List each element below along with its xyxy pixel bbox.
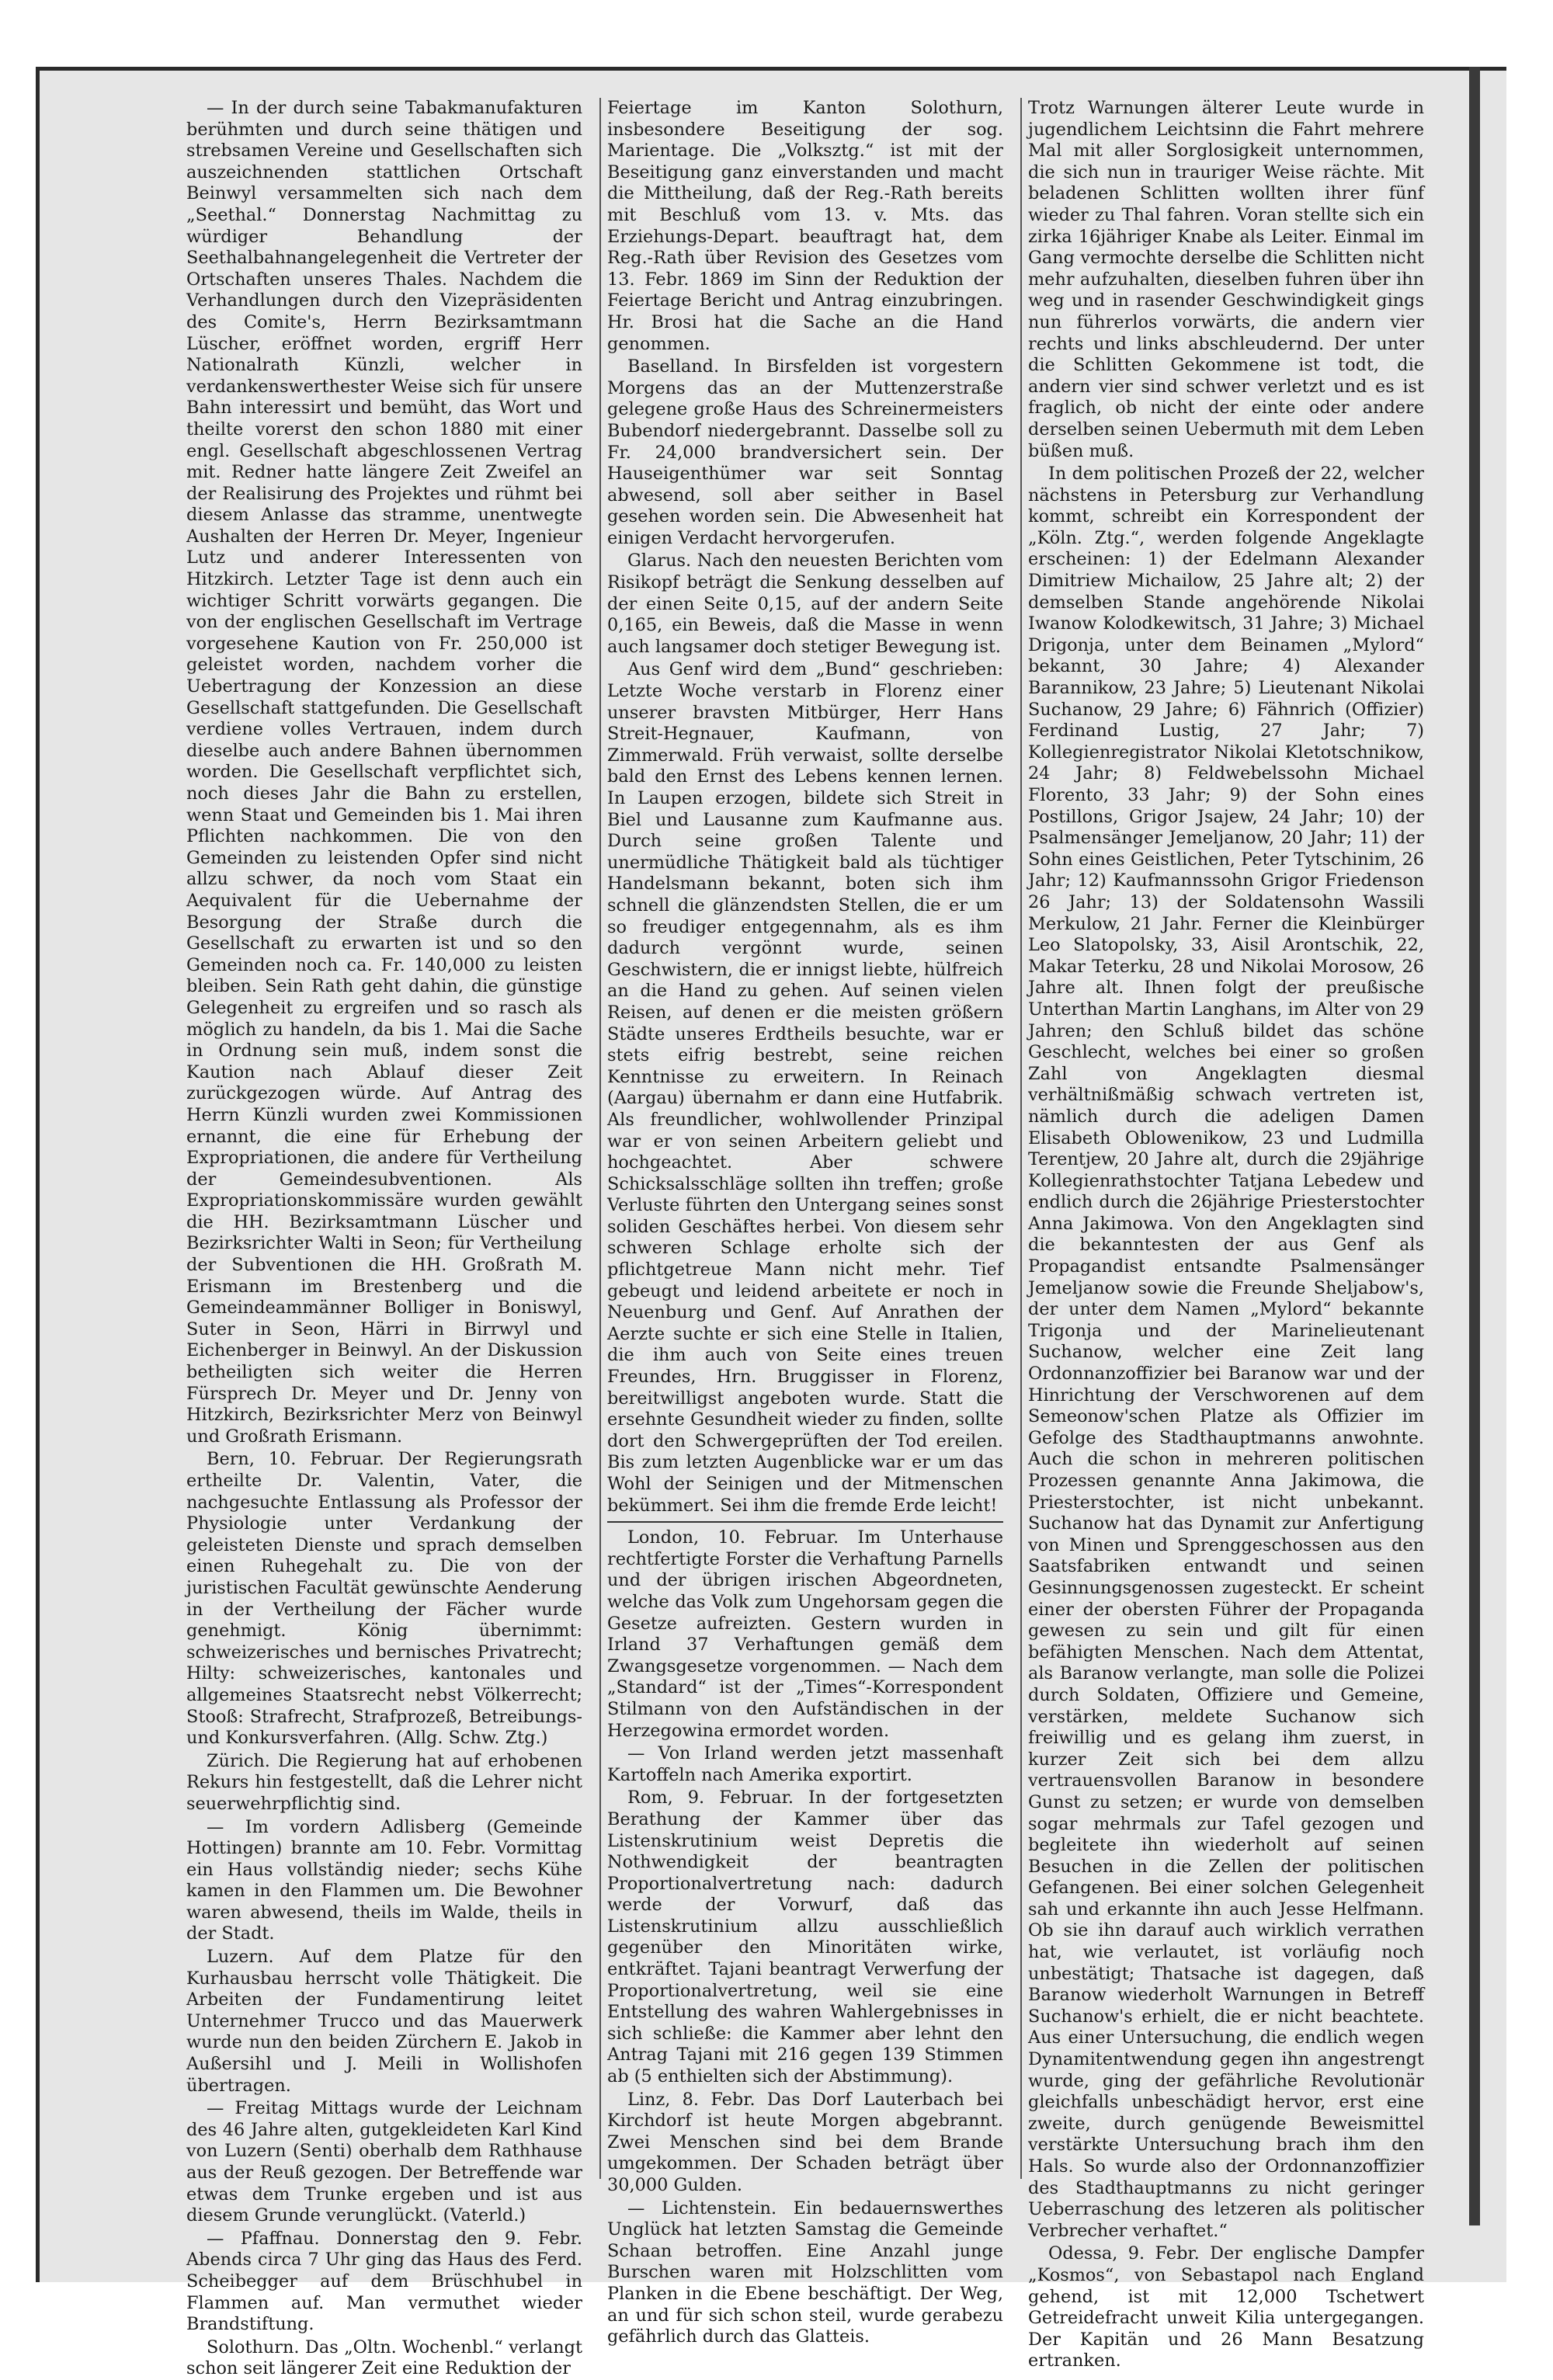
article-baselland: Baselland. In Birsfelden ist vorgestern Morgens das an der Muttenzerstraße gelegene große Haus des Schreinermeisters Bubendorf niedergebrannt. Dasselbe soll zu Fr. 24,000 brandversichert sein. Der Hauseigenthümer war seit Sonntag abwesend, soll aber seither in Basel gesehen worden sein. Die Abwesenheit hat einigen Verdacht hervorgerufen. bbox=[607, 356, 1003, 548]
article-beinwyl: — In der durch seine Tabakmanufakturen berühmten und durch seine thätigen und strebsamen Vereine und Gesellschaften sich auszeichnenden stattlichen Ortschaft Beinwyl versammelten sich nach dem „Seethal.“ Donnerstag Nachmittag zu würdiger Behandlung der Seethalbahnangelegenheit die Vertreter der Ortschaften unseres Thales. Nachdem die Verhandlungen durch den Vizepräsidenten des Comite's, Herrn Bezirksamtmann Lüscher, eröffnet worden, ergriff Herr Nationalrath Künzli, welcher in verdankenswerthester Weise sich für unsere Bahn interessirt und bemüht, das Wort und theilte vorerst den schon 1880 mit einer engl. Gesellschaft abgeschlossenen Vertrag mit. Redner hatte längere Zeit Zweifel an der Realisirung des Projektes und rühmt bei diesem Anlasse das stramme, unentwegte Aushalten der Herren Dr. Meyer, Ingenieur Lutz und anderer Interessenten von Hitzkirch. Letzter Tage ist denn auch ein wichtiger Schritt vorwärts gegangen. Die von der englischen Gesellschaft im Vertrage vorgesehene Kaution von Fr. 250,000 ist geleistet worden, nachdem vorher die Uebertragung der Konzession an diese Gesellschaft stattgefunden. Die Gesellschaft verdiene volles Vertrauen, indem durch dieselbe auch andere Bahnen übernommen worden. Die Gesellschaft verpflichtet sich, noch dieses Jahr die Bahn zu erstellen, wenn Staat und Gemeinden bis 1. Mai ihren Pflichten nachkommen. Die von den Gemeinden zu leistenden Opfer sind nicht allzu schwer, da noch vom Staat ein Aequivalent für die Uebernahme der Besorgung der Straße durch die Gesellschaft zu erwarten ist und so den Gemeinden noch ca. Fr. 140,000 zu leisten bleiben. Sein Rath geht dahin, die günstige Gelegenheit zu ergreifen und so rasch als möglich zu handeln, da bis 1. Mai die Sache in Ordnung sein muß, indem sonst die Kaution nach Ablauf dieser Zeit zurückgezogen würde. Auf Antrag des Herrn Künzli wurden zwei Kommissionen ernannt, die eine für Erhebung der Expropriationen, die andere für Vertheilung der Gemeindesubventionen. Als Expropriationskommissäre wurden gewählt die HH. Bezirksamtmann Lüscher und Bezirksrichter Walti in Seon; für Vertheilung der Subventionen die HH. Großrath M. Erismann im Brestenberg und die Gemeindeammänner Bolliger in Boniswyl, Suter in Seon, Härri in Birrwyl und Eichenberger in Beinwyl. An der Diskussion betheiligten sich weiter die Herren Fürsprech Dr. Meyer und Dr. Jenny von Hitzkirch, Bezirksrichter Merz von Beinwyl und Großrath Erismann. bbox=[186, 98, 582, 1447]
article-glarus: Glarus. Nach den neuesten Berichten vom Risikopf beträgt die Senkung desselben auf der einen Seite 0,15, auf der andern Seite 0,165, ein Beweis, daß die Masse in wenn auch langsamer doch stetiger Bewegung ist. bbox=[607, 551, 1003, 657]
article-london: London, 10. Februar. Im Unterhause rechtfertigte Forster die Verhaftung Parnells und der übrigen irischen Abgeordneten, welche das Volk zum Ungehorsam gegen die Gesetze aufreizten. Gestern wurden in Irland 37 Verhaftungen gemäß dem Zwangsgesetze vorgenommen. — Nach dem „Standard“ ist der „Times“-Korrespondent Stilmann von den Aufständischen in der Herzegowina ermordet worden. bbox=[607, 1527, 1003, 1741]
article-genf: Aus Genf wird dem „Bund“ geschrieben: Letzte Woche verstarb in Florenz einer unserer bravsten Mitbürger, Herr Hans Streit-Hegnauer, Kaufmann, von Zimmerwald. Früh verwaist, sollte derselbe bald den Ernst des Lebens kennen lernen. In Laupen erzogen, bildete sich Streit in Biel und Lausanne zum Kaufmanne aus. Durch seine großen Talente und unermüdliche Thätigkeit bald als tüchtiger Handelsmann bekannt, boten sich ihm schnell die glänzendsten Stellen, die er um so freudiger entgegennahm, als es ihm dadurch vergönnt wurde, seinen Geschwistern, die er innigst liebte, hülfreich an die Hand zu gehen. Auf seinen vielen Reisen, auf denen er die meisten größern Städte unseres Erdtheils besuchte, war er stets eifrig bestrebt, seine reichen Kenntnisse zu erweitern. In Reinach (Aargau) übernahm er dann eine Hutfabrik. Als freundlicher, wohlwollender Prinzipal war er von seinen Arbeitern geliebt und hochgeachtet. Aber schwere Schicksalsschläge sollten ihn treffen; große Verluste führten den Untergang seines sonst soliden Geschäftes herbei. Von diesem sehr schweren Schlage erholte sich der pflichtgetreue Mann nicht mehr. Tief gebeugt und leidend arbeitete er noch in Neuenburg und Genf. Auf Anrathen der Aerzte suchte er sich eine Stelle in Italien, die ihm auch von Seite eines treuen Freundes, Hrn. Bruggisser in Florenz, bereitwilligst angeboten wurde. Statt die ersehnte Gesundheit wieder zu finden, sollte dort den Schwergeprüften der Tod ereilen. Bis zum letzten Augenblicke war er um das Wohl der Seinigen und der Mitmenschen bekümmert. Sei ihm die fremde Erde leicht! bbox=[607, 659, 1003, 1516]
article-columns bbox=[171, 98, 1444, 2379]
article-petersburg: In dem politischen Prozeß der 22, welcher nächstens in Petersburg zur Verhandlung kommt, schreibt ein Korrespondent der „Köln. Ztg.“, werden folgende Angeklagte erscheinen: 1) der Edelmann Alexander Dimitriew Michailow, 25 Jahre alt; 2) der demselben Stande angehörende Nikolai Iwanow Kolodkewitsch, 31 Jahre; 3) Michael Drigonja, unter dem Beinamen „Mylord“ bekannt, 30 Jahre; 4) Alexander Barannikow, 23 Jahre; 5) Lieutenant Nikolai Suchanow, 29 Jahre; 6) Fähnrich (Offizier) Ferdinand Lustig, 27 Jahr; 7) Kollegienregistrator Nikolai Kletotschnikow, 24 Jahr; 8) Feldwebelssohn Michael Florento, 33 Jahr; 9) der Sohn eines Postillons, Grigor Jsajew, 24 Jahr; 10) der Psalmensänger Jemeljanow, 20 Jahr; 11) der Sohn eines Geistlichen, Peter Tytschinim, 26 Jahr; 12) Kaufmannssohn Grigor Friedenson 26 Jahr; 13) der Soldatensohn Wassili Merkulow, 21 Jahr. Ferner die Kleinbürger Leo Slatopolsky, 33, Aisil Arontschik, 22, Makar Teterku, 28 und Nikolai Morosow, 26 Jahre alt. Ihnen folgt der preußische Unterthan Martin Langhans, im Alter von 29 Jahren; den Schluß bildet das schöne Geschlecht, welches bei einer so großen Zahl von Angeklagten diesmal verhältnißmäßig schwach vertreten ist, nämlich durch die adeligen Damen Elisabeth Oblowenikow, 23 und Ludmilla Terentjew, 20 Jahre alt, durch die 29jährige Kollegienrathstochter Tatjana Lebedew und endlich durch die 26jährige Priesterstochter Anna Jakimowa. Von den Angeklagten sind die bekanntesten der aus Genf als Propagandist entsandte Psalmensänger Jemeljanow sowie die Freunde Sheljabow's, der unter dem Namen „Mylord“ bekannte Trigonja und der Marinelieutenant Suchanow, welcher eine Zeit lang Ordonnanzoffizier bei Baranow war und der Hinrichtung der Verschworenen auf dem Semeonow'schen Platze als Offizier im Gefolge des Stadthauptmanns anwohnte. Auch die schon in mehreren politischen Prozessen genannte Anna Jakimowa, die Priesterstochter, ist nicht unbekannt. Suchanow hat das Dynamit zur Anfertigung von Minen und Sprenggeschossen aus den Saatsfabriken entwandt und seinen Gesinnungsgenossen zugesteckt. Er scheint einer der obersten Führer der Propaganda gewesen zu sein und gilt für einen befähigten Menschen. Nach dem Attentat, als Baranow verlangte, man solle die Polizei durch Soldaten, Offiziere und Gemeine, verstärken, meldete Suchanow sich freiwillig und es gelang ihm zuerst, in kurzer Zeit sich bei dem allzu vertrauensvollen Baranow in besondere Gunst zu setzen; er wurde von demselben sogar mehrmals zur Tafel gezogen und begleitete ihn wiederholt auf seinen Besuchen in die Zellen der politischen Gefangenen. Bei einer solchen Gelegenheit sah und erkannte ihn auch Jesse Helfmann. Ob sie ihn darauf auch wirklich verrathen hat, wie verlautet, ist vorläufig noch unbestätigt; Thatsache ist dagegen, daß Baranow wiederholt Warnungen in Betreff Suchanow's erhielt, die er nicht beachtete. Aus einer Untersuchung, die endlich wegen Dynamitentwendung gegen ihn angestrengt wurde, ging der gefährliche Revolutionär gleichfalls unbeschädigt hervor, erst eine zweite, durch genügende Beweismittel verstärkte Untersuchung brach ihm den Hals. So wurde also der Ordonnanzoffizier des Stadthauptmanns zu nicht geringer Ueberraschung des letzeren als politischer Verbrecher verhaftet.“ bbox=[1028, 464, 1424, 2241]
article-solothurn: Solothurn. Das „Oltn. Wochenbl.“ verlangt schon seit längerer Zeit eine Reduktion der bbox=[186, 2337, 582, 2379]
article-odessa: Odessa, 9. Febr. Der englische Dampfer „Kosmos“, von Sebastapol nach England gehend, ist mit 12,000 Tschetwert Getreidefracht unweit Kilia untergegangen. Der Kapitän und 26 Mann Besatzung ertranken. bbox=[1028, 2243, 1424, 2371]
article-adlisberg: — Im vordern Adlisberg (Gemeinde Hottingen) brannte am 10. Febr. Vormittag ein Haus vollständig nieder; sechs Kühe kamen in den Flammen um. Die Bewohner waren abwesend, theils im Walde, theils in der Stadt. bbox=[186, 1816, 582, 1944]
article-bern: Bern, 10. Februar. Der Regierungsrath ertheilte Dr. Valentin, Vater, die nachgesuchte Entlassung als Professor der Physiologie unter Verdankung der geleisteten Dienste und sprach demselben einen Ruhegehalt zu. Die von der juristischen Facultät gewünschte Aenderung in der Vertheilung der Fächer wurde genehmigt. König übernimmt: schweizerisches und bernisches Privatrecht; Hilty: schweizerisches, kantonales und allgemeines Staatsrecht nebst Völkerrecht; Stooß: Strafrecht, Strafprozeß, Betreibungs- und Konkursverfahren. (Allg. Schw. Ztg.) bbox=[186, 1449, 582, 1749]
article-pfaffnau: — Pfaffnau. Donnerstag den 9. Febr. Abends circa 7 Uhr ging das Haus des Ferd. Scheibegger auf dem Brüschhubel in Flammen auf. Man vermuthet wieder Brandstiftung. bbox=[186, 2228, 582, 2335]
article-irland: — Von Irland werden jetzt massenhaft Kartoffeln nach Amerika exportirt. bbox=[607, 1743, 1003, 1785]
article-linz: Linz, 8. Febr. Das Dorf Lauterbach bei Kirchdorf ist heute Morgen abgebrannt. Zwei Menschen sind bei dem Brande umgekommen. Der Schaden beträgt über 30,000 Gulden. bbox=[607, 2089, 1003, 2195]
article-luzern-reuss: — Freitag Mittags wurde der Leichnam des 46 Jahre alten, gutgekleideten Karl Kind von Luzern (Senti) oberhalb dem Rathhause aus der Reuß gezogen. Der Betreffende war etwas dem Trunke ergeben und ist aus diesem Grunde verunglückt. (Vaterld.) bbox=[186, 2098, 582, 2226]
column-1 bbox=[186, 98, 582, 2379]
column-rule-2 bbox=[1020, 98, 1022, 2179]
article-lichtenstein: — Lichtenstein. Ein bedauernswerthes Unglück hat letzten Samstag die Gemeinde Schaan betroffen. Eine Anzahl junge Burschen waren mit Holzschlitten vom Planken in die Ebene beschäftigt. Der Weg, an und für sich schon steil, wurde gerabezu gefährlich durch das Glatteis. bbox=[607, 2198, 1003, 2347]
article-rom: Rom, 9. Februar. In der fortgesetzten Berathung der Kammer über das Listenskrutinium weist Depretis die Nothwendigkeit der beantragten Proportionalvertretung nach: dadurch werde der Vorwurf, daß das Listenskrutinium allzu ausschließlich gegenüber den Minoritäten wirke, entkräftet. Tajani beantragt Verwerfung der Proportionalvertretung, weil sie eine Entstellung des wahren Wahlergebnisses in sich schließe: die Kammer aber lehnt den Antrag Tajani mit 216 gegen 139 Stimmen ab (5 enthielten sich der Abstimmung). bbox=[607, 1788, 1003, 2087]
page-edge-shadow bbox=[1469, 67, 1480, 2225]
section-divider bbox=[607, 1521, 1003, 1523]
column-2 bbox=[607, 98, 1003, 2347]
article-luzern: Luzern. Auf dem Platze für den Kurhausbau herrscht volle Thätigkeit. Die Arbeiten der Fundamentirung leitet Unternehmer Trucco und das Mauerwerk wurde nun den beiden Zürchern E. Jakob in Außersihl und J. Meili in Wollishofen übertragen. bbox=[186, 1947, 582, 2096]
article-solothurn-cont: Feiertage im Kanton Solothurn, insbesondere Beseitigung der sog. Marientage. Die „Volksztg.“ ist mit der Beseitigung ganz einverstanden und macht die Mittheilung, daß der Reg.-Rath bereits mit Beschluß vom 13. v. Mts. das Erziehungs-Depart. beauftragt hat, dem Reg.-Rath über Revision des Gesetzes vom 13. Febr. 1869 im Sinn der Reduktion der Feiertage Bericht und Antrag einzubringen. Hr. Brosi hat die Sache an die Hand genommen. bbox=[607, 98, 1003, 354]
article-zuerich: Zürich. Die Regierung hat auf erhobenen Rekurs hin festgestellt, daß die Lehrer nicht seuerwehrpflichtig sind. bbox=[186, 1750, 582, 1814]
column-rule-1 bbox=[599, 98, 601, 2179]
column-3 bbox=[1028, 98, 1424, 2371]
article-lichtenstein-cont: Trotz Warnungen älterer Leute wurde in jugendlichem Leichtsinn die Fahrt mehrere Mal mit aller Sorglosigkeit unternommen, die sich nun in trauriger Weise rächte. Mit beladenen Schlitten wollten ihrer fünf wieder zu Thal fahren. Voran stellte sich ein zirka 16jähriger Knabe als Leiter. Einmal im Gang vermochte derselbe die Schlitten nicht mehr aufzuhalten, dieselben fuhren über ihn weg und in rasender Geschwindigkeit gings nun führerlos vorwärts, die andern vier rechts und links abschleudernd. Der unter die Schlitten Gekommene ist todt, die andern vier sind schwer verletzt und es ist fraglich, ob nicht der einte oder andere derselben seinen Uebermuth mit dem Leben büßen muß. bbox=[1028, 98, 1424, 461]
